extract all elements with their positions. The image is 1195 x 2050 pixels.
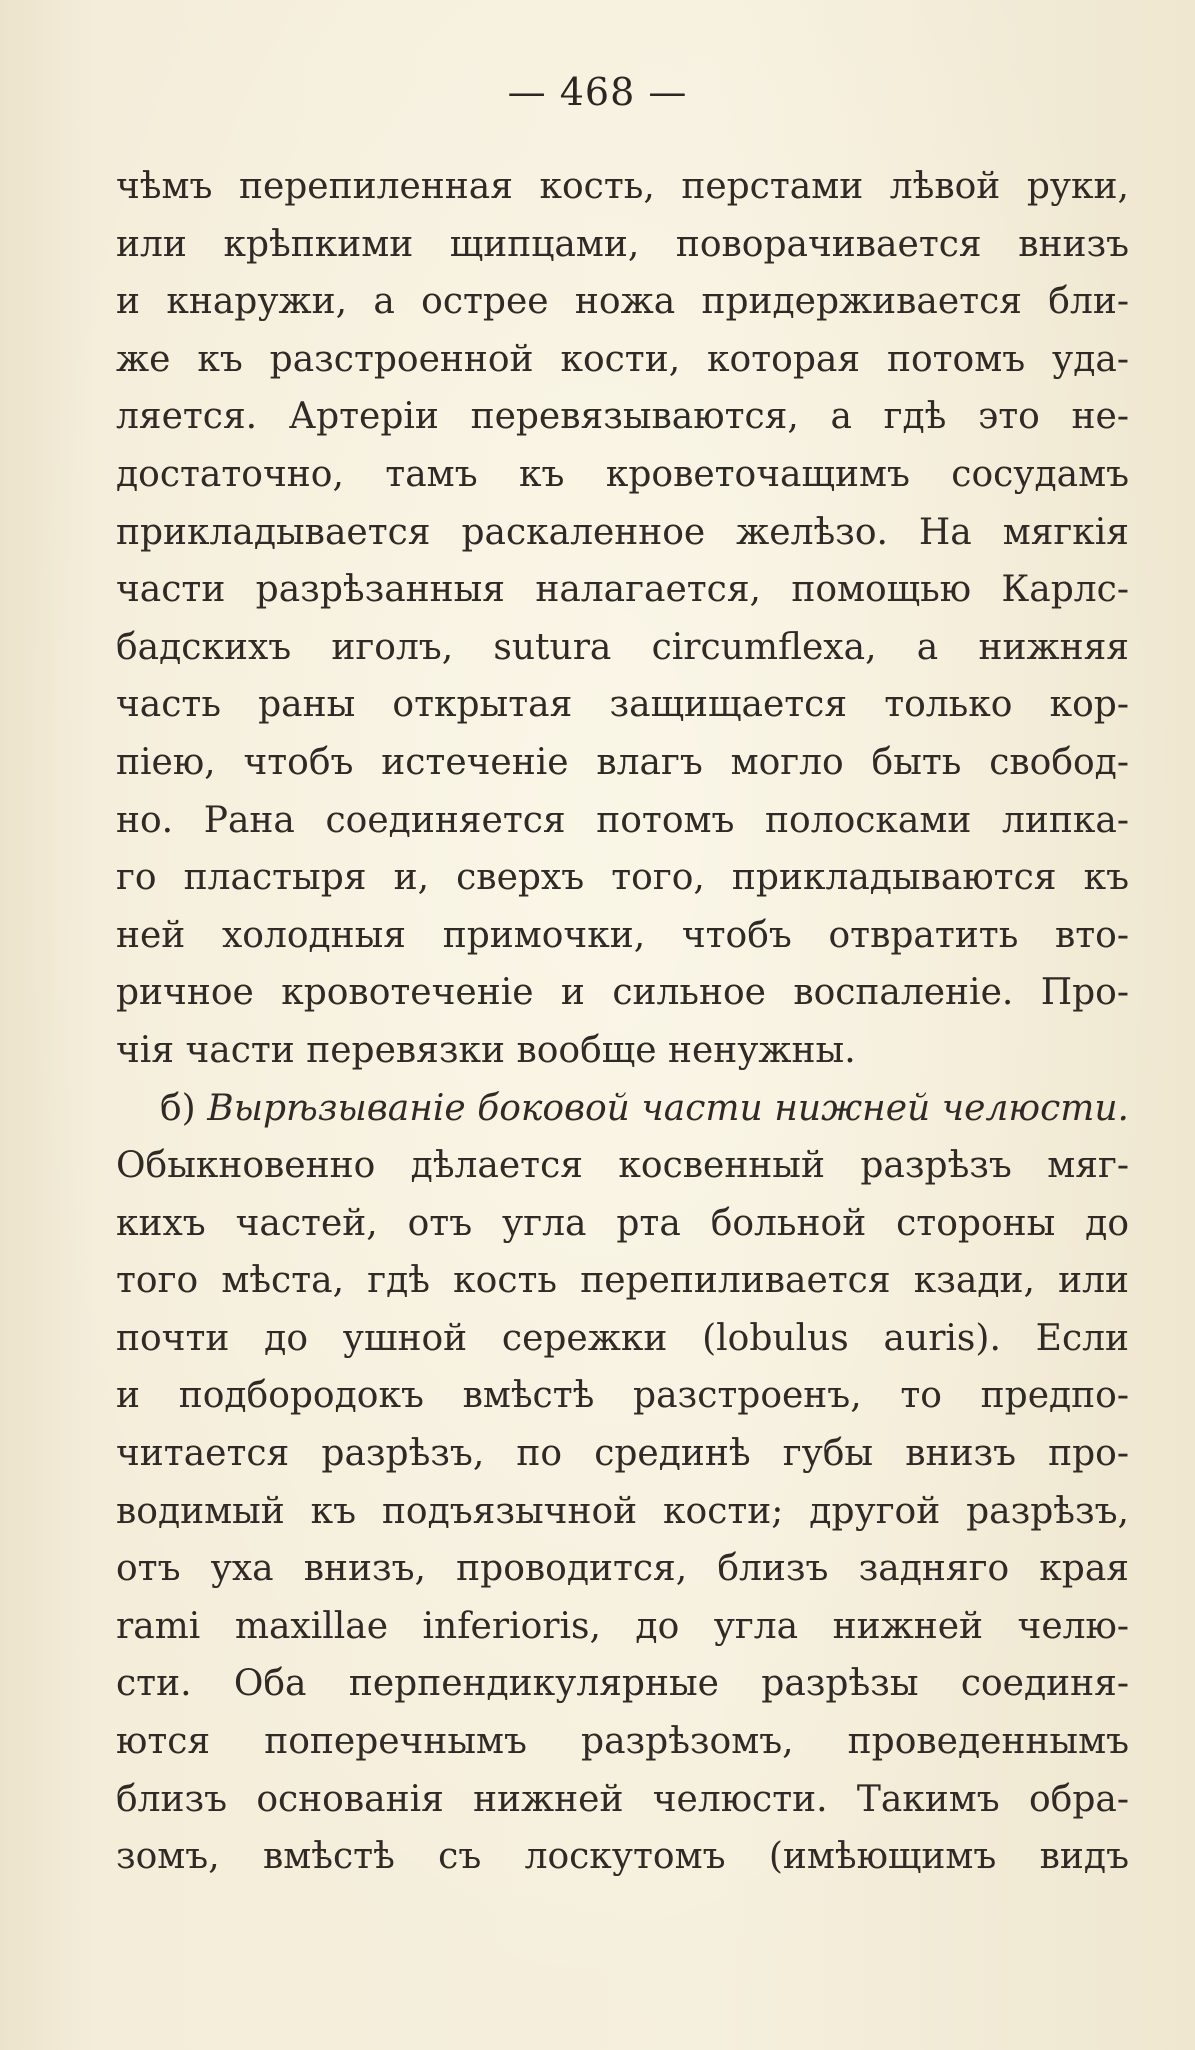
text-line: ричное кровотеченіе и сильное воспаленіе. Про- <box>116 972 1129 1014</box>
text-line: же къ разстроенной кости, которая потомъ уда- <box>116 338 1129 380</box>
text-line: и кнаружи, а острее ножа придерживается бли- <box>116 281 1129 323</box>
text-line: читается разрѣзъ, по срединѣ губы внизъ про- <box>116 1433 1129 1475</box>
text-line: ются поперечнымъ разрѣзомъ, проведеннымъ <box>116 1721 1129 1763</box>
text-line: чѣмъ перепиленная кость, перстами лѣвой руки, <box>116 166 1129 207</box>
text-line: того мѣста, гдѣ кость перепиливается кзади, или <box>116 1260 1129 1302</box>
text-line: кихъ частей, отъ угла рта больной стороны до <box>116 1202 1129 1244</box>
text-line: часть раны открытая защищается только кор- <box>116 684 1129 726</box>
text-line: части разрѣзанныя налагается, помощью Карлс- <box>116 569 1129 611</box>
text-line: зомъ, вмѣстѣ съ лоскутомъ (имѣющимъ видъ <box>116 1836 1129 1878</box>
text-line: водимый къ подъязычной кости; другой разрѣзъ, <box>116 1490 1129 1532</box>
body-text <box>116 158 1129 1886</box>
section-heading: Вырѣзываніе боковой части нижней челюсти. <box>207 1087 1129 1129</box>
text-line: достаточно, тамъ къ кроветочащимъ сосудамъ <box>116 453 1129 495</box>
text-line: ляется. Артеріи перевязываются, а гдѣ это не- <box>116 396 1129 438</box>
text-line: близъ основанія нижней челюсти. Такимъ обра- <box>116 1778 1129 1820</box>
text-line: отъ уха внизъ, проводится, близъ задняго края <box>116 1548 1129 1590</box>
section-marker: б) <box>160 1087 208 1129</box>
page-number: — 468 — <box>507 70 688 114</box>
text-line: чія части перевязки вообще ненужны. <box>116 1029 856 1071</box>
text-line: сти. Оба перпендикулярные разрѣзы соединя- <box>116 1663 1129 1705</box>
text-line: но. Рана соединяется потомъ полосками липка- <box>116 799 1129 841</box>
text-line: піею, чтобъ истеченіе влагъ могло быть свобод- <box>116 741 1129 783</box>
text-line: Обыкновенно дѣлается косвенный разрѣзъ мяг- <box>116 1145 1129 1187</box>
text-line: rami maxillae inferioris, до угла нижней челю- <box>116 1605 1129 1647</box>
text-line: почти до ушной сережки (lobulus auris). Если <box>116 1317 1129 1359</box>
text-line: бадскихъ иголъ, sutura circumflexa, а нижняя <box>116 626 1129 668</box>
text-line: прикладывается раскаленное желѣзо. На мягкія <box>116 511 1129 553</box>
text-line: или крѣпкими щипцами, поворачивается внизъ <box>116 223 1129 265</box>
text-line: и подбородокъ вмѣстѣ разстроенъ, то предпо- <box>116 1375 1129 1417</box>
text-line: ней холодныя примочки, чтобъ отвратить вто- <box>116 914 1129 956</box>
section-heading-line <box>116 1080 1129 1138</box>
text-line: го пластыря и, сверхъ того, прикладываются къ <box>116 857 1129 899</box>
